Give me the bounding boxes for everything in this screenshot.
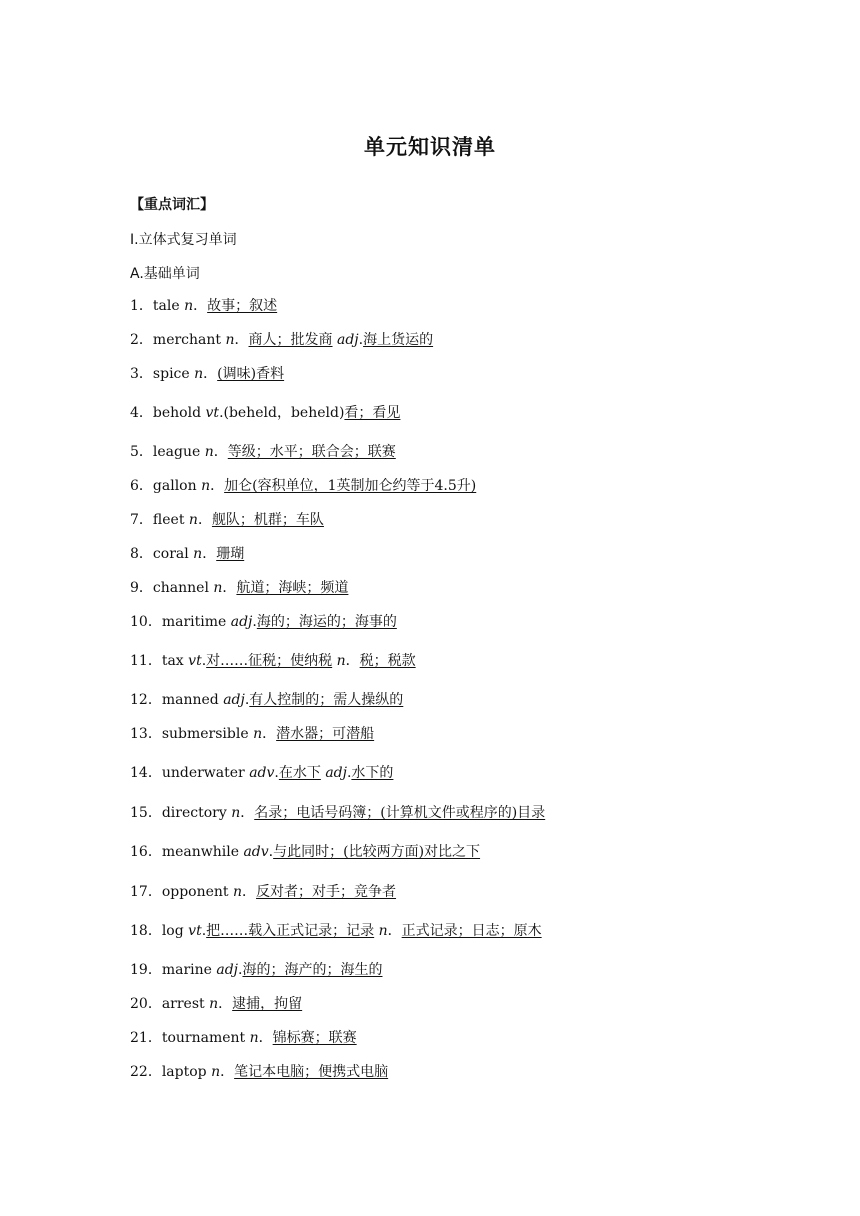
- entry-number: 6．: [130, 478, 153, 494]
- pos-separator: ．: [203, 366, 218, 382]
- entry-word: marine: [161, 962, 217, 978]
- definition: 与此同时；(比较两方面)对比之下: [273, 844, 481, 860]
- page-title: 单元知识清单: [364, 135, 496, 159]
- part-of-speech: n: [233, 884, 243, 900]
- definition: 加仑(容积单位，1英制加仑约等于4.5升): [224, 478, 477, 494]
- pos-separator: ．: [210, 478, 225, 494]
- entry-number: 11．: [130, 653, 162, 669]
- pos-separator: ．: [258, 1030, 273, 1046]
- definition: 正式记录；日志；原木: [401, 923, 542, 939]
- definition: 商人；批发商: [248, 332, 333, 348]
- part-of-speech: n: [193, 546, 203, 562]
- entry-number: 4．: [130, 405, 153, 421]
- part-of-speech: n: [194, 366, 204, 382]
- entry-word: laptop: [161, 1064, 212, 1080]
- vocab-entry: [130, 995, 302, 1013]
- part-of-speech: vt: [205, 405, 220, 421]
- entry-word: maritime: [161, 614, 231, 630]
- vocab-entry: [130, 843, 480, 861]
- vocab-entry: [130, 691, 403, 709]
- entry-number: 17．: [130, 884, 162, 900]
- part-of-speech: adj: [230, 614, 253, 630]
- part-of-speech: vt: [188, 653, 202, 669]
- vocab-entry: [130, 331, 433, 349]
- part-of-speech: adj: [223, 692, 245, 708]
- definition: 水下的: [351, 765, 394, 781]
- vocab-entry: [130, 297, 277, 315]
- vocab-entry: [130, 725, 374, 743]
- entry-number: 12．: [130, 692, 162, 708]
- entry-word: spice: [152, 366, 195, 382]
- pos-separator: .: [244, 692, 250, 708]
- pos-separator: ．: [218, 996, 233, 1012]
- pos-separator: ．: [220, 1064, 235, 1080]
- part-of-speech: adv: [243, 844, 269, 860]
- entry-number: 7．: [130, 512, 153, 528]
- entry-word: submersible: [161, 726, 254, 742]
- pos-separator: .(beheld，beheld): [219, 405, 345, 421]
- definition: 反对者；对手；竞争者: [256, 884, 397, 900]
- entry-number: 8．: [130, 546, 153, 562]
- definition: 故事；叙述: [207, 298, 278, 314]
- definition: 等级；水平；联合会；联赛: [227, 444, 396, 460]
- definition: 税；税款: [359, 653, 416, 669]
- pos-separator: .: [346, 765, 352, 781]
- entry-number: 1．: [130, 298, 153, 314]
- pos-separator: ．: [193, 298, 208, 314]
- definition: 海上货运的: [363, 332, 434, 348]
- entry-word: channel: [152, 580, 214, 596]
- pos-separator: ．: [213, 444, 228, 460]
- entry-word: arrest: [161, 996, 210, 1012]
- subsection-heading: Ⅰ.立体式复习单词: [130, 232, 237, 248]
- part-of-speech: n: [184, 298, 194, 314]
- definition: 锦标赛；联赛: [272, 1030, 357, 1046]
- part-of-speech: n: [253, 726, 263, 742]
- definition: 逮捕，拘留: [232, 996, 303, 1012]
- part-of-speech: n: [204, 444, 214, 460]
- vocab-entry: [130, 579, 348, 597]
- entry-word: tournament: [161, 1030, 250, 1046]
- pos-separator: .: [201, 923, 207, 939]
- part-of-speech: adj: [336, 332, 359, 348]
- entry-word: underwater: [161, 765, 250, 781]
- vocab-entry: [130, 804, 545, 822]
- entry-number: 9．: [130, 580, 153, 596]
- definition: 名录；电话号码簿；(计算机文件或程序的)目录: [254, 805, 546, 821]
- part-of-speech: n: [213, 580, 223, 596]
- pos-separator: ．: [222, 580, 237, 596]
- entry-number: 18．: [130, 923, 162, 939]
- pos-separator: ．: [345, 653, 360, 669]
- entry-number: 16．: [130, 844, 162, 860]
- entry-number: 10．: [130, 614, 162, 630]
- part-of-speech: vt: [188, 923, 202, 939]
- pos-separator: ．: [197, 512, 212, 528]
- vocab-entry: [130, 883, 396, 901]
- entry-word: directory: [161, 805, 232, 821]
- part-of-speech: n: [188, 512, 198, 528]
- definition: 航道；海峡；频道: [236, 580, 349, 596]
- definition: 海的；海运的；海事的: [256, 614, 397, 630]
- definition: (调味)香料: [217, 366, 285, 382]
- vocab-entry: [130, 961, 382, 979]
- section-heading: 【重点词汇】: [130, 197, 214, 213]
- entry-word: meanwhile: [161, 844, 244, 860]
- entry-word: merchant: [152, 332, 226, 348]
- vocab-entry: [130, 613, 397, 631]
- vocab-entry: [130, 511, 324, 529]
- definition: 对……征税；使纳税: [206, 653, 333, 669]
- pos-separator: .: [268, 844, 274, 860]
- part-of-speech: adj: [216, 962, 239, 978]
- entry-number: 20．: [130, 996, 162, 1012]
- entry-number: 3．: [130, 366, 153, 382]
- vocab-entry: [130, 1029, 357, 1047]
- pos-separator: .: [358, 332, 364, 348]
- pos-separator: .: [252, 614, 257, 630]
- entry-word: opponent: [161, 884, 234, 900]
- part-of-speech: adv: [249, 765, 275, 781]
- pos-separator: ．: [242, 884, 257, 900]
- part-of-speech: n: [231, 805, 241, 821]
- definition: 看；看见: [344, 405, 401, 421]
- entry-word: league: [152, 444, 205, 460]
- pos-separator: .: [201, 653, 207, 669]
- vocab-entry: [130, 477, 476, 495]
- pos-separator: ．: [240, 805, 255, 821]
- vocab-entry: [130, 652, 416, 670]
- definition: 把……载入正式记录；记录: [206, 923, 375, 939]
- entry-number: 13．: [130, 726, 162, 742]
- entry-number: 19．: [130, 962, 162, 978]
- entry-number: 21．: [130, 1030, 162, 1046]
- part-of-speech: n: [378, 923, 388, 939]
- entry-word: manned: [161, 692, 224, 708]
- vocab-entry: [130, 764, 393, 782]
- entry-word: tax: [161, 653, 189, 669]
- definition: 海的；海产的；海生的: [242, 962, 383, 978]
- pos-separator: ．: [262, 726, 277, 742]
- vocab-entry: [130, 443, 396, 461]
- entry-word: fleet: [152, 512, 189, 528]
- entry-number: 14．: [130, 765, 162, 781]
- entry-number: 22．: [130, 1064, 162, 1080]
- definition: 在水下: [278, 765, 321, 781]
- entry-word: coral: [152, 546, 194, 562]
- part-of-speech: n: [225, 332, 235, 348]
- definition: 潜水器；可潜船: [276, 726, 375, 742]
- entry-word: gallon: [152, 478, 202, 494]
- entry-word: log: [161, 923, 189, 939]
- definition: 笔记本电脑；便携式电脑: [234, 1064, 389, 1080]
- entry-number: 2．: [130, 332, 153, 348]
- pos-separator: ．: [387, 923, 402, 939]
- vocab-entry: [130, 365, 284, 383]
- definition: 珊瑚: [216, 546, 245, 562]
- part-of-speech: adj: [325, 765, 347, 781]
- vocab-entry: [130, 922, 542, 940]
- subsubsection-heading: A.基础单词: [130, 266, 200, 282]
- part-of-speech: n: [201, 478, 211, 494]
- pos-separator: ．: [234, 332, 249, 348]
- vocab-entry: [130, 545, 244, 563]
- part-of-speech: n: [211, 1064, 221, 1080]
- part-of-speech: n: [336, 653, 346, 669]
- vocab-entry: [130, 404, 400, 422]
- entry-word: behold: [152, 405, 206, 421]
- entry-word: tale: [152, 298, 185, 314]
- pos-separator: .: [274, 765, 279, 781]
- entry-number: 5．: [130, 444, 153, 460]
- vocab-entry: [130, 1063, 388, 1081]
- entry-number: 15．: [130, 805, 162, 821]
- definition: 有人控制的；需人操纵的: [249, 692, 404, 708]
- pos-separator: ．: [202, 546, 217, 562]
- part-of-speech: n: [249, 1030, 259, 1046]
- part-of-speech: n: [209, 996, 219, 1012]
- pos-separator: .: [238, 962, 243, 978]
- definition: 舰队；机群；车队: [211, 512, 324, 528]
